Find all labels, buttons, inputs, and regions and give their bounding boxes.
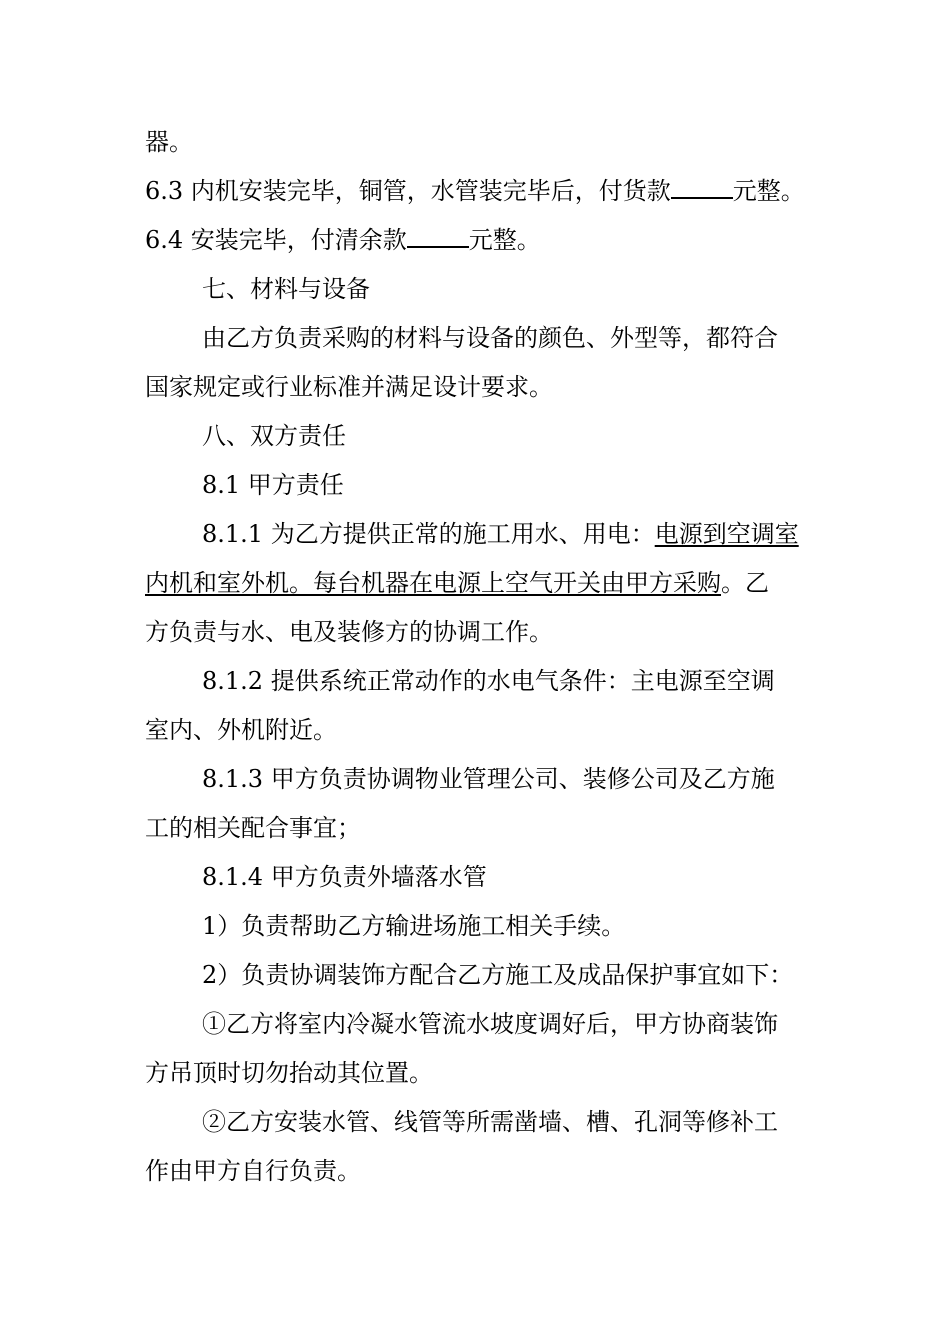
clause-text: 元整。	[732, 177, 805, 205]
underlined-text: 电源到空调室	[654, 520, 799, 548]
paragraph-line: 工的相关配合事宜；	[145, 814, 361, 842]
clause-text: 。乙	[721, 569, 769, 597]
list-item: 1）负责帮助乙方输进场施工相关手续。	[202, 912, 626, 940]
paragraph-line: 室内、外机附近。	[145, 716, 337, 744]
paragraph-line: 方负责与水、电及装修方的协调工作。	[145, 618, 553, 646]
blank-amount-field	[671, 175, 733, 199]
list-item: ②乙方安装水管、线管等所需凿墙、槽、孔洞等修补工	[202, 1108, 778, 1136]
text-line: 器。	[145, 128, 193, 156]
list-item: 2）负责协调装饰方配合乙方施工及成品保护事宜如下：	[202, 961, 794, 989]
paragraph-line: 作由甲方自行负责。	[145, 1157, 361, 1185]
paragraph-line: 方吊顶时切勿抬动其位置。	[145, 1059, 433, 1087]
clause-8-1: 8.1 甲方责任	[202, 471, 344, 499]
list-item: ①乙方将室内冷凝水管流水坡度调好后，甲方协商装饰	[202, 1010, 778, 1038]
clause-text: 6.4 安装完毕，付清余款	[145, 226, 407, 254]
document-page	[145, 118, 810, 1196]
paragraph-line: 由乙方负责采购的材料与设备的颜色、外型等，都符合	[202, 324, 778, 352]
clause-6-4	[145, 216, 810, 265]
clause-text: 6.3 内机安装完毕，铜管，水管装完毕后，付货款	[145, 177, 671, 205]
blank-amount-field	[407, 224, 469, 248]
section-heading-7: 七、材料与设备	[202, 275, 370, 303]
clause-6-3	[145, 167, 810, 216]
clause-text: 元整。	[468, 226, 541, 254]
clause-8-1-3: 8.1.3 甲方负责协调物业管理公司、装修公司及乙方施	[202, 765, 775, 793]
clause-8-1-4: 8.1.4 甲方负责外墙落水管	[202, 863, 487, 891]
clause-8-1-1	[145, 510, 810, 559]
underlined-text: 内机和室外机。每台机器在电源上空气开关由甲方采购	[145, 569, 721, 597]
section-heading-8: 八、双方责任	[202, 422, 346, 450]
clause-8-1-1-cont	[145, 559, 810, 608]
paragraph-line: 国家规定或行业标准并满足设计要求。	[145, 373, 553, 401]
clause-8-1-2: 8.1.2 提供系统正常动作的水电气条件：主电源至空调	[202, 667, 775, 695]
clause-text: 8.1.1 为乙方提供正常的施工用水、用电：	[202, 520, 655, 548]
